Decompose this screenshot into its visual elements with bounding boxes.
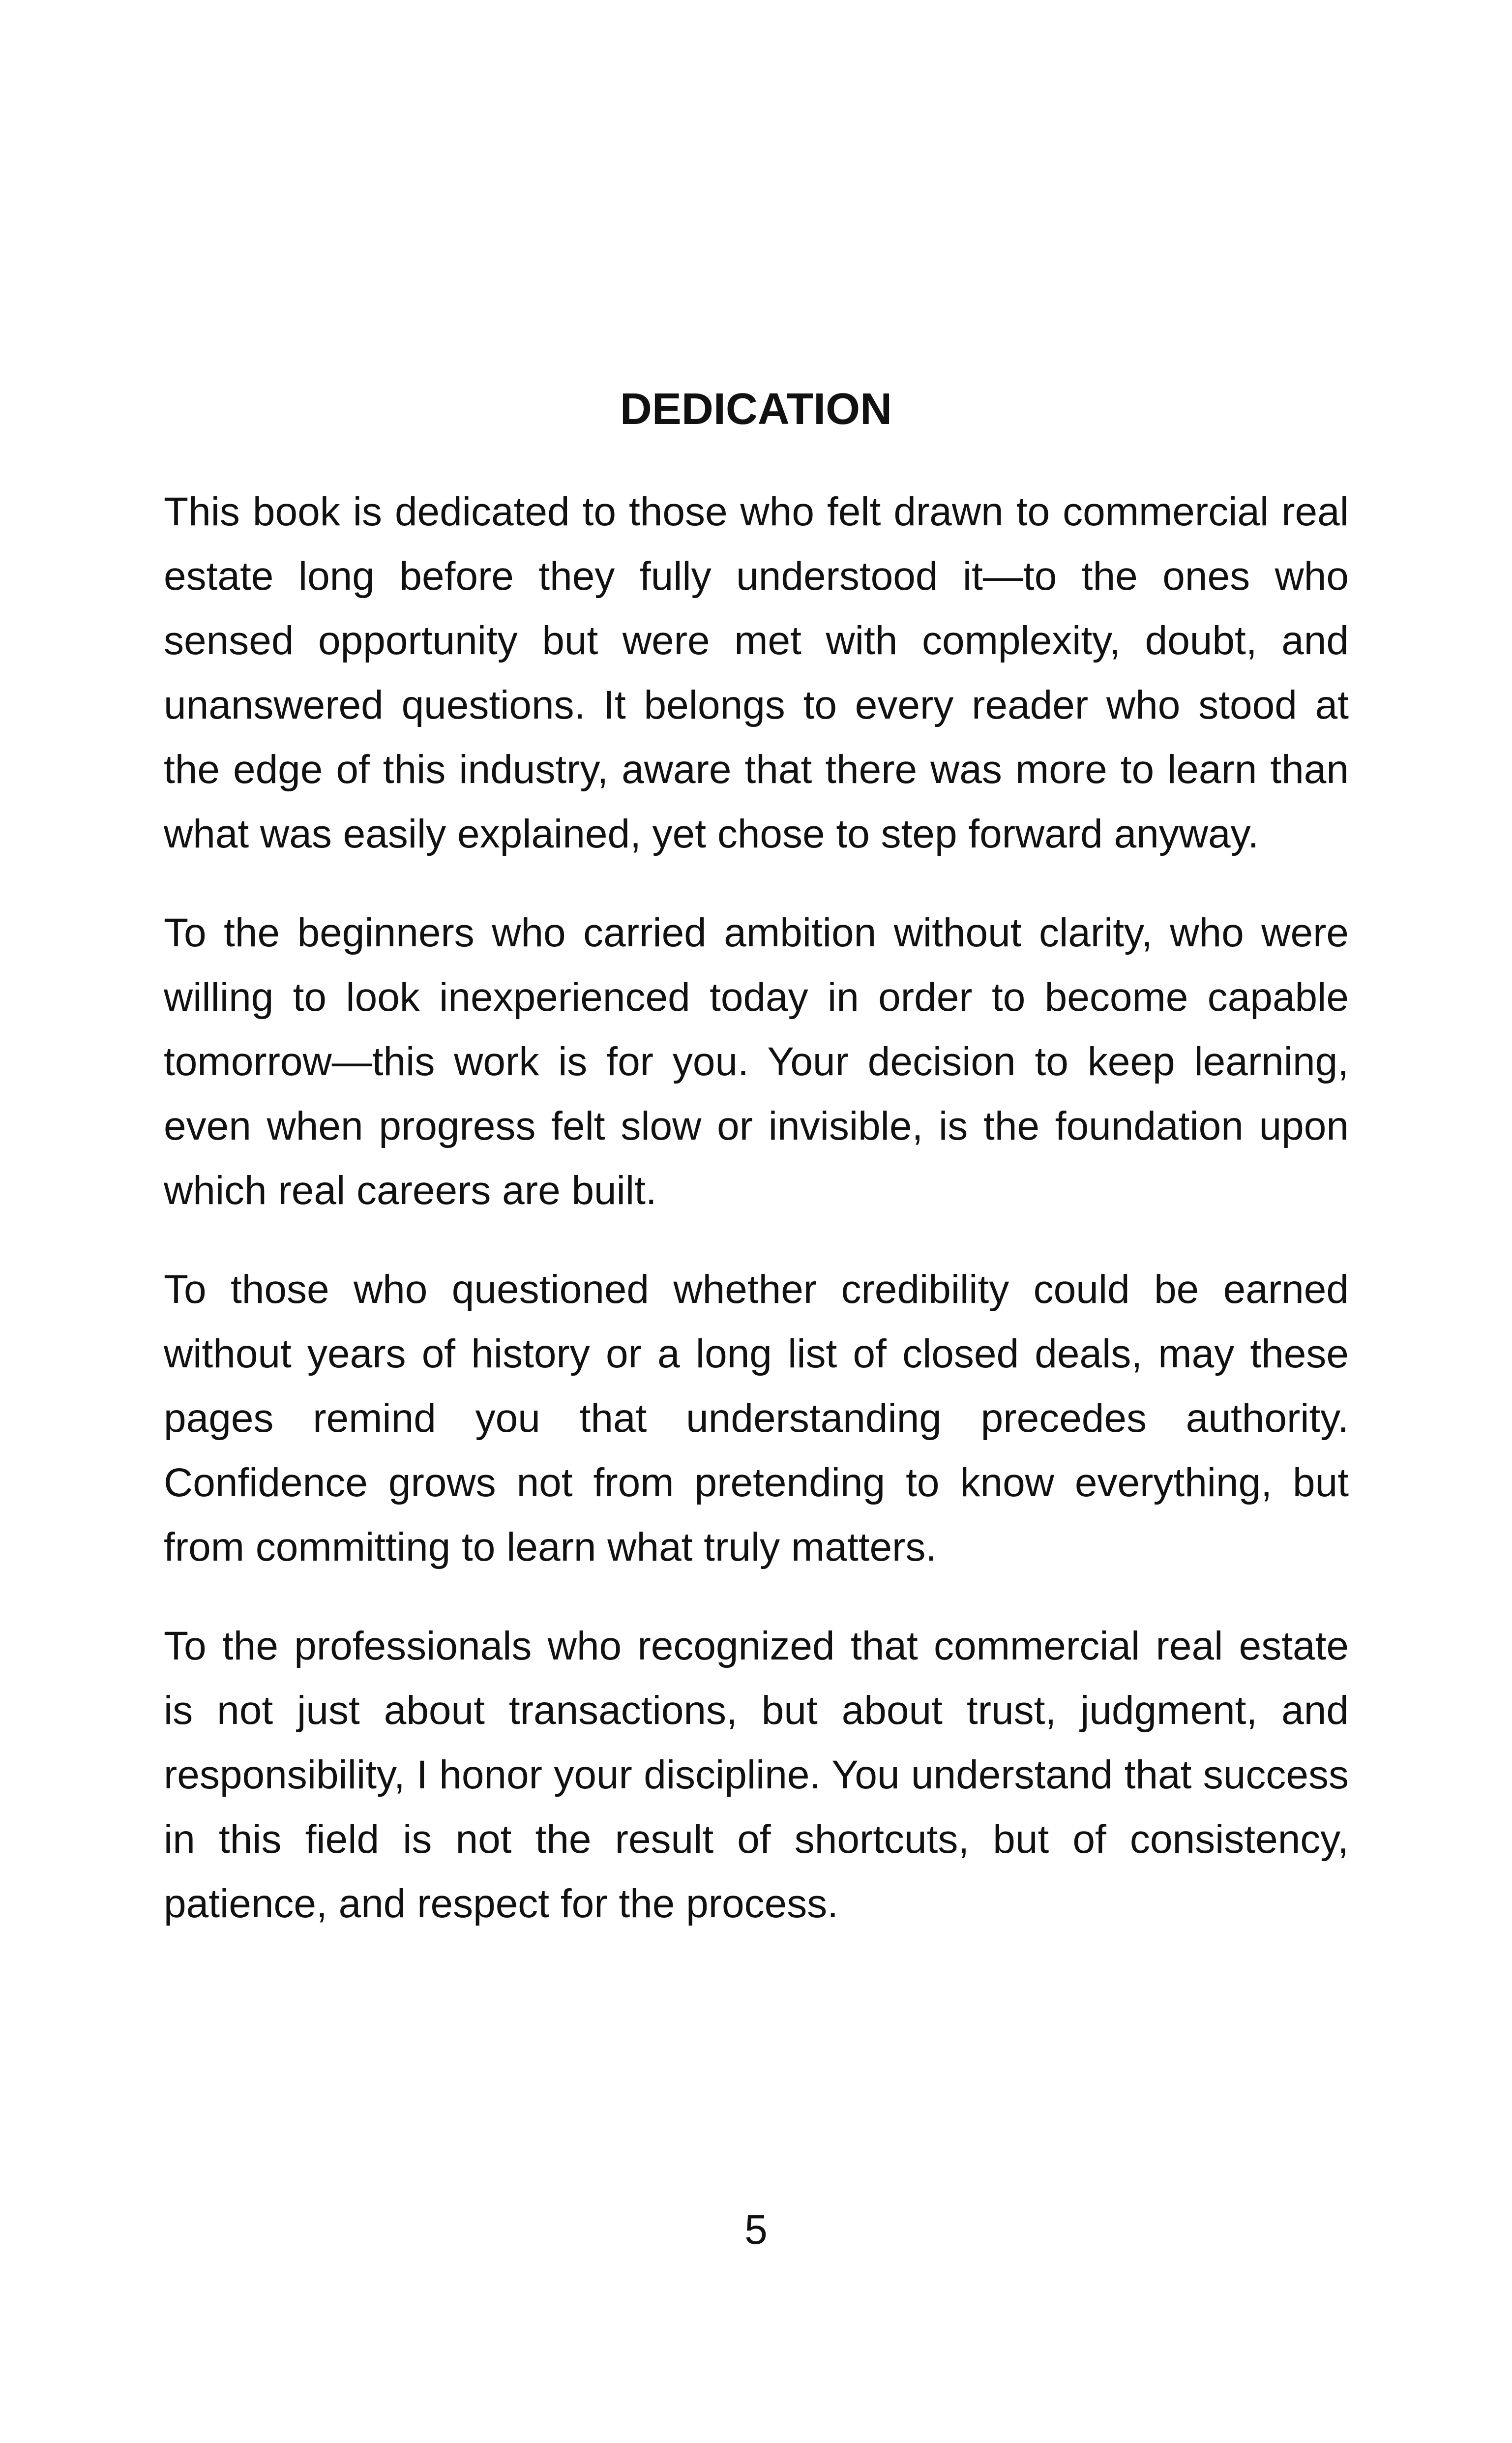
paragraph: This book is dedicated to those who felt drawn to commercial real estate long before they fully understood it—to the ones who sensed opportunity but were met with complexity, doubt, and unanswered questions. It belongs to every reader who stood at the edge of this industry, aware that there was more to learn than what was easily explained, yet chose to step forward anyway. xyxy=(164,489,1349,856)
paragraph: To the beginners who carried ambition without clarity, who were willing to look inexperienced today in order to become capable tomorrow—this work is for you. Your decision to keep learning, even when progress felt slow or invisible, is the foundation upon which real careers are built. xyxy=(164,910,1349,1213)
paragraph: To the professionals who recognized that commercial real estate is not just about transactions, but about trust, judgment, and responsibility, I honor your discipline. You understand that success in this field is not the result of shortcuts, but of consistency, patience, and respect for the process. xyxy=(164,1624,1349,1926)
page-title: DEDICATION xyxy=(620,385,892,434)
page-number: 5 xyxy=(744,2206,768,2253)
dedication-body xyxy=(164,480,1349,1970)
paragraph: To those who questioned whether credibility could be earned without years of history or a long list of closed deals, may these pages remind you that understanding precedes authority. Confidence grows not from pretending to know everything, but from committing to learn what truly matters. xyxy=(164,1267,1349,1569)
